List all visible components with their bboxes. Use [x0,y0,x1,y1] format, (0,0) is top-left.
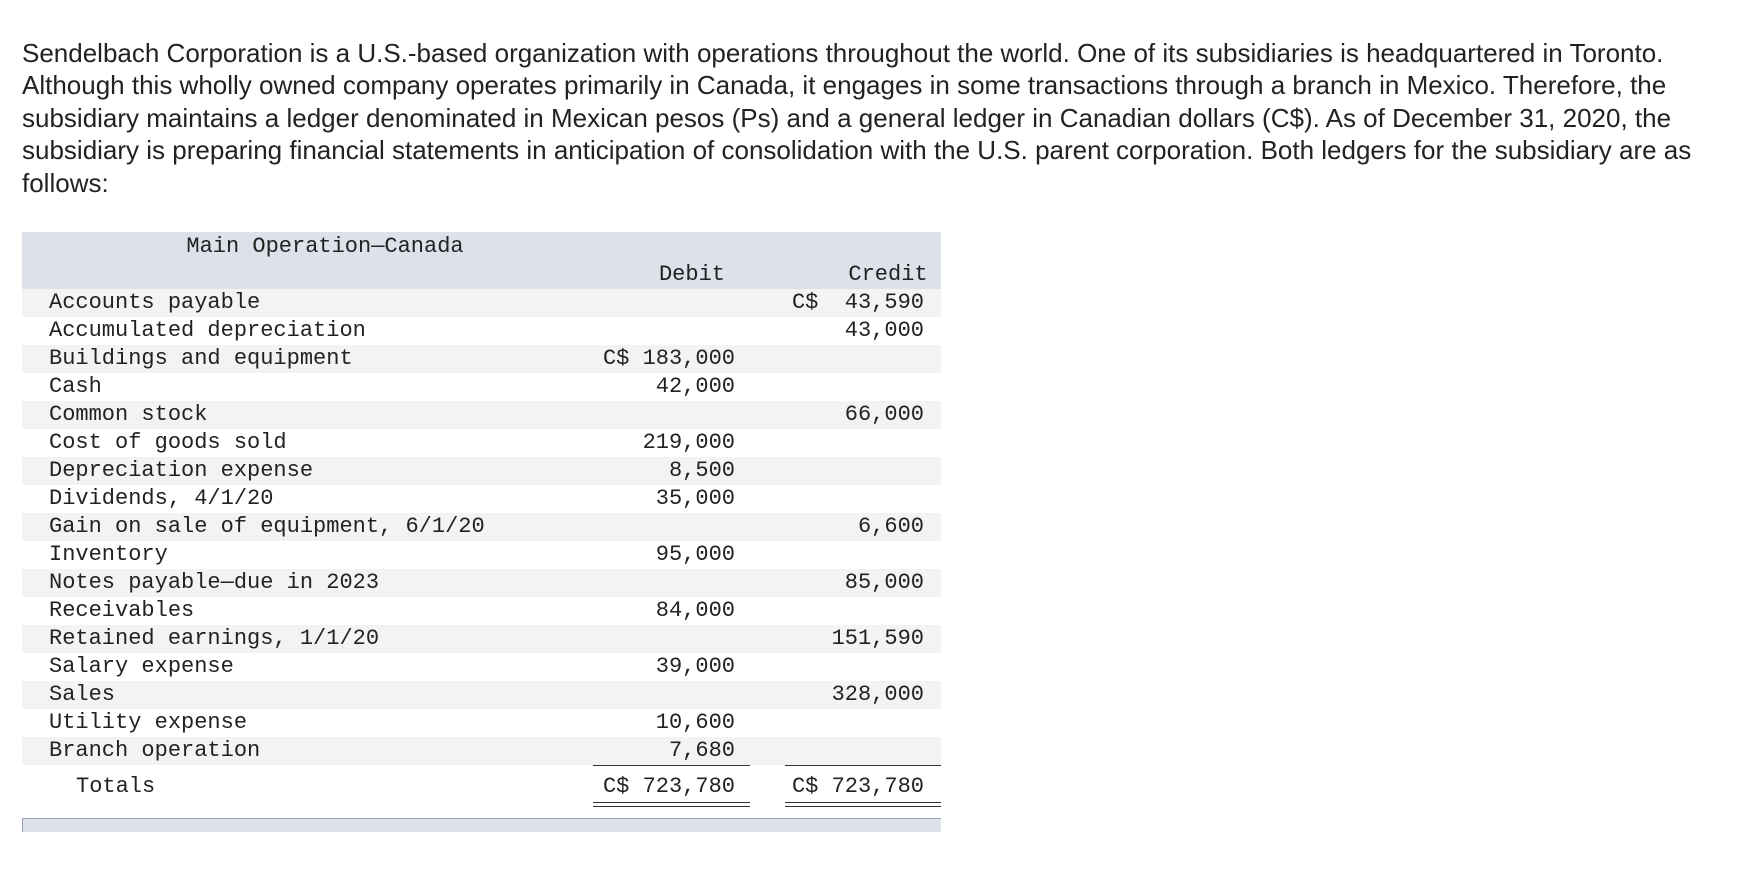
ledger-row [22,709,941,737]
ledger-row [22,429,941,457]
totals-row [22,765,941,805]
credit-column-header: Credit [848,262,928,287]
account-name: Accounts payable [49,290,261,315]
account-name: Dividends, 4/1/20 [49,486,274,511]
account-name: Utility expense [49,710,248,735]
debit-amount: 35,000 [655,486,735,511]
ledger-row [22,513,941,541]
debit-column-header: Debit [658,262,725,287]
account-name: Notes payable—due in 2023 [49,570,380,595]
ledger-row [22,485,941,513]
debit-amount: C$ 183,000 [602,346,735,371]
debit-amount: 39,000 [655,654,735,679]
ledger-row [22,625,941,653]
ledger-row [22,737,941,765]
debit-amount: 7,680 [668,738,735,763]
credit-amount: 151,590 [831,626,924,651]
ledger-rows [22,289,941,765]
ledger-row [22,541,941,569]
debit-amount: 219,000 [642,430,735,455]
account-name: Salary expense [49,654,234,679]
debit-amount: 84,000 [655,598,735,623]
ledger-row [22,401,941,429]
ledger-row [22,317,941,345]
ledger-row [22,373,941,401]
totals-label: Totals [76,774,156,799]
account-name: Receivables [49,598,195,623]
ledger-header [22,232,941,289]
account-name: Retained earnings, 1/1/20 [49,626,380,651]
credit-amount: 85,000 [844,570,924,595]
account-name: Inventory [49,542,168,567]
account-name: Sales [49,682,116,707]
account-name: Common stock [49,402,208,427]
account-name: Cost of goods sold [49,430,287,455]
debit-amount: 95,000 [655,542,735,567]
credit-amount: 66,000 [844,402,924,427]
debit-total-double-underline [593,802,750,807]
credit-total-double-underline [785,802,941,807]
ledger-row [22,289,941,317]
ledger-row [22,653,941,681]
credit-amount: C$ 43,590 [791,290,924,315]
debit-total: C$ 723,780 [602,774,735,799]
ledger-row [22,597,941,625]
account-name: Accumulated depreciation [49,318,366,343]
ledger-row [22,457,941,485]
intro-paragraph: Sendelbach Corporation is a U.S.-based organization with operations throughout the world. One of its subsidiaries is headquartered in Toronto. Although this wholly owned company operates primarily in Canada, it engages in some transactions through a branch in Mexico. Therefore, the subsidiary maintains a ledger denominated in Mexican pesos (Ps) and a general ledger in Canadian dollars (C$). As of December 31, 2020, the subsidiary is preparing financial statements in anticipation of consolidation with the U.S. parent corporation. Both ledgers for the subsidiary are as follows: [22,38,1692,198]
ledger-row [22,345,941,373]
credit-total-underline [785,765,941,766]
credit-total: C$ 723,780 [791,774,924,799]
ledger-row [22,569,941,597]
credit-amount: 328,000 [831,682,924,707]
debit-amount: 10,600 [655,710,735,735]
account-name: Cash [49,374,102,399]
account-name: Buildings and equipment [49,346,353,371]
credit-amount: 43,000 [844,318,924,343]
debit-total-underline [593,765,750,766]
ledger-table-main-operation-canada [22,232,941,832]
account-name: Branch operation [49,738,261,763]
ledger-title: Main Operation—Canada [186,234,464,259]
table-footer-bar [22,818,941,832]
account-name: Depreciation expense [49,458,314,483]
debit-amount: 8,500 [668,458,735,483]
credit-amount: 6,600 [857,514,924,539]
account-name: Gain on sale of equipment, 6/1/20 [49,514,485,539]
ledger-row [22,681,941,709]
debit-amount: 42,000 [655,374,735,399]
